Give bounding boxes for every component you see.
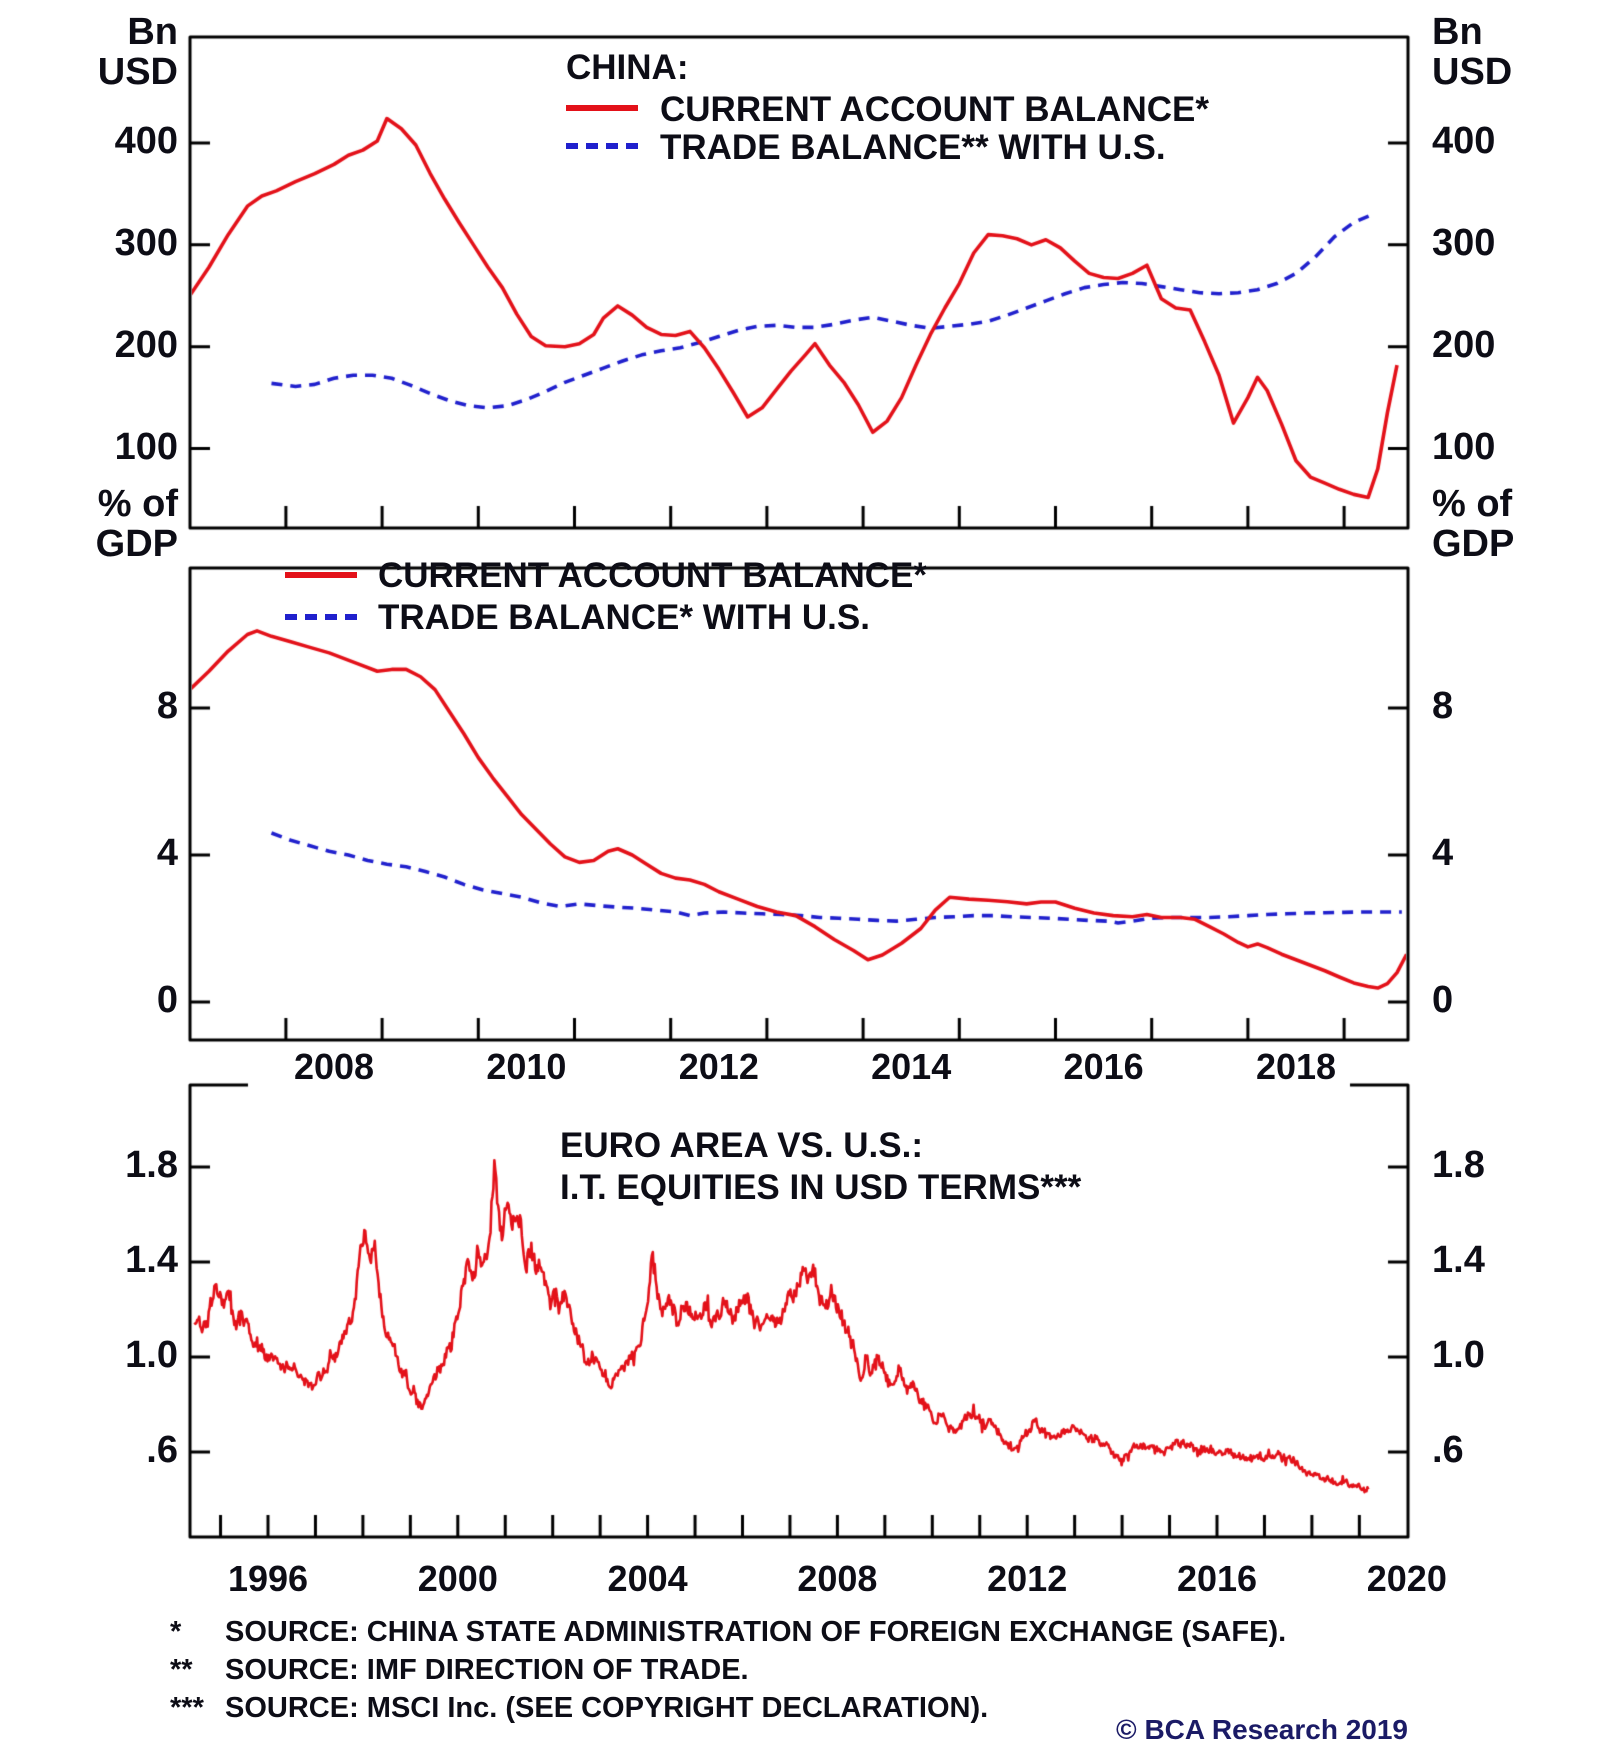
footnote1-marker: * [170,1616,182,1648]
axis-unit-mid-right-line2: GDP [1432,523,1515,565]
axis-unit-top-left-line2: USD [97,51,178,93]
y-axis-tick-label: 8 [156,684,178,727]
panel3-title-line1: EURO AREA VS. U.S.: [560,1126,924,1165]
x-axis-tick-label: 2014 [871,1046,952,1087]
legend1-dashed-line-sample [566,143,638,149]
x-axis-tick-label: 2012 [987,1558,1068,1599]
x-axis-tick-label: 2000 [417,1558,498,1599]
y-axis-tick-label: 1.0 [1432,1333,1485,1376]
x-axis-tick-label: 2016 [1063,1046,1144,1087]
footnote3-marker: *** [170,1692,204,1724]
y-axis-tick-label: 0 [156,978,178,1021]
y-axis-tick-label: 1.0 [125,1333,178,1376]
y-axis-tick-label: 200 [1432,323,1496,366]
x-axis-tick-label: 2016 [1176,1558,1258,1599]
axis-unit-top-right-line1: Bn [1432,11,1483,53]
legend2-item2-label: TRADE BALANCE* WITH U.S. [378,598,870,637]
y-axis-tick-label: 1.4 [125,1238,178,1281]
x-axis-tick-label: 2008 [797,1558,878,1599]
legend1-title: CHINA: [566,48,689,87]
legend2-solid-line-sample [285,572,357,578]
y-axis-tick-label: 100 [114,425,178,468]
y-axis-tick-label: .6 [146,1428,178,1471]
x-axis-tick-label: 2018 [1255,1046,1337,1087]
x-axis-tick-label: 1996 [227,1558,309,1599]
footnote2-text: SOURCE: IMF DIRECTION OF TRADE. [225,1654,749,1686]
y-axis-tick-label: .6 [1432,1428,1464,1471]
y-axis-tick-label: 0 [1432,978,1454,1021]
y-axis-tick-label: 300 [1432,221,1496,264]
legend2-item1-label: CURRENT ACCOUNT BALANCE* [378,556,927,595]
axis-unit-mid-left-line2: GDP [95,523,178,565]
legend1-item1-label: CURRENT ACCOUNT BALANCE* [660,90,1209,129]
footnote3-text: SOURCE: MSCI Inc. (SEE COPYRIGHT DECLARATION). [225,1692,989,1724]
axis-unit-top-right-line2: USD [1432,51,1513,93]
axis-unit-top-left-line1: Bn [127,11,178,53]
x-axis-tick-label: 2020 [1366,1558,1447,1599]
axis-unit-mid-right-line1: % of [1432,483,1513,525]
footnote2-marker: ** [170,1654,193,1686]
y-axis-tick-label: 100 [1432,425,1496,468]
y-axis-tick-label: 400 [114,119,178,162]
y-axis-tick-label: 4 [156,831,178,874]
x-axis-tick-label: 2004 [607,1558,688,1599]
y-axis-tick-label: 1.8 [125,1143,178,1186]
y-axis-tick-label: 300 [114,221,178,264]
y-axis-tick-label: 1.4 [1432,1238,1485,1281]
x-axis-tick-label: 2012 [678,1046,759,1087]
y-axis-tick-label: 200 [114,323,178,366]
legend1-solid-line-sample [566,105,638,111]
y-axis-tick-label: 400 [1432,119,1496,162]
legend1-item2-label: TRADE BALANCE** WITH U.S. [660,128,1166,167]
legend2-dashed-line-sample [285,614,357,620]
x-axis-tick-label: 2010 [486,1046,567,1087]
y-axis-tick-label: 8 [1432,684,1454,727]
footnote1-text: SOURCE: CHINA STATE ADMINISTRATION OF FOREIGN EXCHANGE (SAFE). [225,1616,1287,1648]
copyright-notice: © BCA Research 2019 [1116,1714,1408,1745]
y-axis-tick-label: 4 [1432,831,1454,874]
x-axis-tick-label: 2008 [293,1046,375,1087]
panel3-title-line2: I.T. EQUITIES IN USD TERMS*** [560,1168,1082,1207]
y-axis-tick-label: 1.8 [1432,1143,1485,1186]
axis-unit-mid-left-line1: % of [97,483,178,525]
